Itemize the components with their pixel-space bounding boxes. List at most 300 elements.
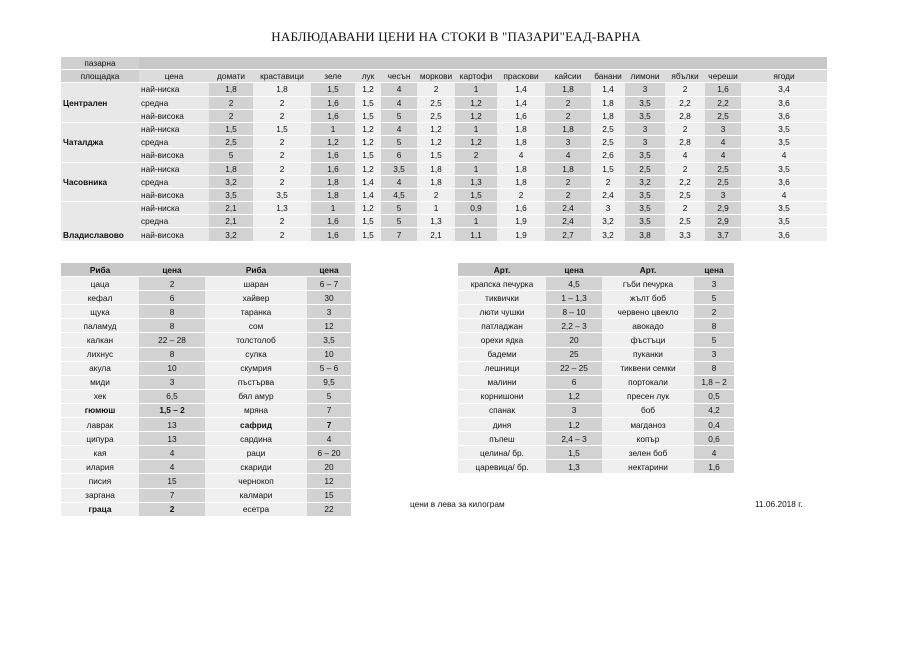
price-cell: 2	[545, 109, 591, 122]
list-item	[458, 319, 734, 333]
price-cell: 2	[253, 149, 311, 162]
item-name: лихнус	[61, 347, 139, 361]
item-price-2: 0,5	[694, 389, 734, 403]
produce-header-price: цена	[546, 263, 602, 277]
price-cell: 1,5	[355, 109, 381, 122]
item-price-2: 6 – 7	[307, 277, 351, 291]
price-cell: 7	[381, 228, 417, 241]
product-header: лимони	[625, 70, 665, 83]
item-price: 22 – 28	[139, 333, 205, 347]
item-price: 13	[139, 418, 205, 432]
price-cell: 3,5	[625, 188, 665, 201]
item-price: 4	[139, 460, 205, 474]
item-price: 6	[546, 375, 602, 389]
item-name-2: червено цвекло	[602, 305, 694, 319]
price-cell: 2,5	[417, 96, 455, 109]
table-row	[61, 188, 827, 201]
price-cell: 2	[253, 136, 311, 149]
item-price: 25	[546, 347, 602, 361]
price-cell: 3,2	[209, 175, 253, 188]
price-cell: 2	[209, 96, 253, 109]
item-price: 7	[139, 488, 205, 502]
price-cell: 2,7	[545, 228, 591, 241]
item-price-2: 3	[694, 347, 734, 361]
item-name-2: сардина	[205, 432, 307, 446]
market-name: Часовника	[61, 162, 139, 202]
header-blank	[417, 57, 455, 70]
price-level: най-ниска	[139, 162, 209, 175]
price-cell: 2	[591, 175, 625, 188]
price-cell: 3,4	[741, 83, 827, 96]
price-cell: 2,4	[545, 202, 591, 215]
item-name-2: сом	[205, 319, 307, 333]
price-cell: 3	[625, 122, 665, 135]
item-name: лешници	[458, 361, 546, 375]
price-cell: 4	[497, 149, 545, 162]
item-price-2: 5 – 6	[307, 361, 351, 375]
price-cell: 2	[253, 96, 311, 109]
price-cell: 3	[545, 136, 591, 149]
market-prices-table	[61, 56, 827, 241]
list-item	[61, 319, 351, 333]
list-item	[61, 347, 351, 361]
price-cell: 2,9	[705, 215, 741, 228]
item-name: лаврак	[61, 418, 139, 432]
produce-prices-table	[458, 262, 734, 473]
price-cell: 3,6	[741, 175, 827, 188]
price-level: средна	[139, 96, 209, 109]
item-name: орехи ядка	[458, 333, 546, 347]
item-name-2: скариди	[205, 460, 307, 474]
item-name-2: копър	[602, 432, 694, 446]
price-cell: 1,4	[355, 175, 381, 188]
price-cell: 4	[381, 122, 417, 135]
price-cell: 1,8	[545, 122, 591, 135]
list-item	[458, 432, 734, 446]
price-cell: 3,6	[741, 96, 827, 109]
product-header: чесън	[381, 70, 417, 83]
item-price: 3	[139, 375, 205, 389]
price-level: средна	[139, 215, 209, 228]
price-cell: 1,2	[311, 136, 355, 149]
list-item	[458, 361, 734, 375]
price-cell: 1	[455, 122, 497, 135]
price-cell: 1,8	[417, 162, 455, 175]
price-cell: 1,5	[591, 162, 625, 175]
item-price: 1,2	[546, 418, 602, 432]
item-price-2: 7	[307, 418, 351, 432]
price-cell: 2,5	[665, 215, 705, 228]
list-item	[61, 502, 351, 516]
list-item	[61, 305, 351, 319]
price-level: най-ниска	[139, 202, 209, 215]
product-header: зеле	[311, 70, 355, 83]
header-blank	[497, 57, 545, 70]
price-cell: 3,5	[741, 162, 827, 175]
price-cell: 4	[381, 83, 417, 96]
price-cell: 2,5	[591, 136, 625, 149]
product-header: ябълки	[665, 70, 705, 83]
item-name-2: скумрия	[205, 361, 307, 375]
price-cell: 2,2	[705, 96, 741, 109]
price-cell: 1,2	[455, 136, 497, 149]
list-item	[458, 375, 734, 389]
header-blank	[545, 57, 591, 70]
price-cell: 1,6	[311, 96, 355, 109]
item-price-2: 30	[307, 291, 351, 305]
list-item	[61, 488, 351, 502]
table-row	[61, 162, 827, 175]
item-price: 6,5	[139, 389, 205, 403]
header-blank	[455, 57, 497, 70]
item-name-2: пресен лук	[602, 389, 694, 403]
price-cell: 3,5	[741, 202, 827, 215]
item-name-2: магданоз	[602, 418, 694, 432]
price-cell: 2	[665, 83, 705, 96]
item-price: 4	[139, 446, 205, 460]
price-cell: 1,4	[591, 83, 625, 96]
list-item	[61, 333, 351, 347]
header-blank	[355, 57, 381, 70]
price-cell: 3,5	[741, 136, 827, 149]
price-cell: 3,7	[705, 228, 741, 241]
price-cell: 2,8	[665, 109, 705, 122]
item-price-2: 7	[307, 403, 351, 417]
item-price: 8 – 10	[546, 305, 602, 319]
table-row	[61, 228, 827, 241]
price-cell: 5	[381, 136, 417, 149]
header-blank	[311, 57, 355, 70]
item-price: 22 – 25	[546, 361, 602, 375]
item-name-2: зелен боб	[602, 446, 694, 460]
market-name: Владиславово	[61, 202, 139, 241]
price-header: цена	[139, 70, 209, 83]
item-price-2: 3	[307, 305, 351, 319]
item-price: 1 – 1,3	[546, 291, 602, 305]
price-cell: 1,3	[455, 175, 497, 188]
price-cell: 6	[381, 149, 417, 162]
price-cell: 2,5	[209, 136, 253, 149]
price-cell: 1,2	[355, 162, 381, 175]
price-cell: 1,5	[455, 188, 497, 201]
price-cell: 3	[705, 188, 741, 201]
table-row	[61, 149, 827, 162]
item-price-2: 20	[307, 460, 351, 474]
product-header: лук	[355, 70, 381, 83]
price-cell: 1,8	[497, 162, 545, 175]
price-cell: 1,9	[497, 228, 545, 241]
item-price: 1,2	[546, 389, 602, 403]
price-cell: 2	[545, 175, 591, 188]
header-blank	[381, 57, 417, 70]
price-cell: 1,3	[253, 202, 311, 215]
item-name-2: сафрид	[205, 418, 307, 432]
list-item	[61, 474, 351, 488]
price-cell: 1,2	[417, 122, 455, 135]
header-blank	[705, 57, 741, 70]
price-cell: 2	[253, 228, 311, 241]
price-cell: 1,6	[497, 109, 545, 122]
price-cell: 2,2	[665, 96, 705, 109]
price-cell: 4	[381, 96, 417, 109]
price-cell: 1,5	[311, 83, 355, 96]
page-title: НАБЛЮДАВАНИ ЦЕНИ НА СТОКИ В "ПАЗАРИ"ЕАД-ВАРНА	[271, 29, 641, 44]
price-cell: 2,5	[625, 162, 665, 175]
item-price: 1,5	[546, 446, 602, 460]
item-price-2: 6 – 20	[307, 446, 351, 460]
price-cell: 1	[455, 83, 497, 96]
item-name-2: авокадо	[602, 319, 694, 333]
list-item	[458, 446, 734, 460]
product-header: краставици	[253, 70, 311, 83]
price-cell: 1,6	[311, 162, 355, 175]
price-cell: 1,6	[311, 109, 355, 122]
list-item	[458, 403, 734, 417]
price-cell: 1,8	[545, 83, 591, 96]
price-cell: 1,8	[417, 175, 455, 188]
item-name-2: толстолоб	[205, 333, 307, 347]
product-header: череши	[705, 70, 741, 83]
price-cell: 3	[625, 83, 665, 96]
item-name: патладжан	[458, 319, 546, 333]
list-item	[61, 418, 351, 432]
price-cell: 1,5	[417, 149, 455, 162]
price-cell: 3,5	[625, 96, 665, 109]
fish-header-price-2: цена	[307, 263, 351, 277]
price-cell: 1,8	[591, 109, 625, 122]
header-blank	[591, 57, 625, 70]
price-cell: 5	[381, 202, 417, 215]
product-header: домати	[209, 70, 253, 83]
fish-header-name: Риба	[61, 263, 139, 277]
item-name: спанак	[458, 403, 546, 417]
price-cell: 3	[625, 136, 665, 149]
list-item	[61, 375, 351, 389]
price-cell: 2	[253, 162, 311, 175]
unit-note: цени в лева за килограм	[410, 499, 505, 509]
price-cell: 2,5	[705, 109, 741, 122]
item-name-2: пуканки	[602, 347, 694, 361]
price-level: най-ниска	[139, 83, 209, 96]
price-cell: 2,8	[665, 136, 705, 149]
price-cell: 4	[741, 149, 827, 162]
price-cell: 1,8	[209, 83, 253, 96]
header-blank	[665, 57, 705, 70]
item-price: 1,5 – 2	[139, 403, 205, 417]
price-level: средна	[139, 136, 209, 149]
price-cell: 3,2	[625, 175, 665, 188]
list-item	[61, 361, 351, 375]
item-name-2: жълт боб	[602, 291, 694, 305]
price-cell: 1	[417, 202, 455, 215]
table-row	[61, 202, 827, 215]
price-cell: 3,5	[741, 215, 827, 228]
item-name: калкан	[61, 333, 139, 347]
price-cell: 1,8	[591, 96, 625, 109]
price-cell: 1,8	[497, 175, 545, 188]
item-price: 13	[139, 432, 205, 446]
price-level: най-висока	[139, 149, 209, 162]
price-cell: 1	[455, 162, 497, 175]
price-cell: 2,4	[591, 188, 625, 201]
list-item	[458, 305, 734, 319]
item-name: целина/ бр.	[458, 446, 546, 460]
item-price-2: 4	[307, 432, 351, 446]
item-price: 2,2 – 3	[546, 319, 602, 333]
item-price: 8	[139, 305, 205, 319]
price-cell: 1,2	[355, 202, 381, 215]
price-cell: 1,6	[311, 149, 355, 162]
item-price: 8	[139, 319, 205, 333]
price-cell: 1,5	[355, 215, 381, 228]
list-item	[458, 389, 734, 403]
price-cell: 3,2	[209, 228, 253, 241]
price-cell: 2,1	[209, 215, 253, 228]
item-name-2: раци	[205, 446, 307, 460]
price-cell: 2,1	[417, 228, 455, 241]
price-cell: 4	[545, 149, 591, 162]
price-cell: 4	[705, 149, 741, 162]
item-name-2: шаран	[205, 277, 307, 291]
item-price: 4,5	[546, 277, 602, 291]
produce-header-price-2: цена	[694, 263, 734, 277]
item-price-2: 0,6	[694, 432, 734, 446]
item-name-2: таранка	[205, 305, 307, 319]
header-row-2	[61, 70, 827, 83]
price-cell: 5	[381, 215, 417, 228]
price-level: най-висока	[139, 109, 209, 122]
price-cell: 1,8	[209, 162, 253, 175]
price-cell: 4	[381, 175, 417, 188]
price-cell: 3,5	[209, 188, 253, 201]
price-cell: 4	[741, 188, 827, 201]
item-price-2: 8	[694, 319, 734, 333]
produce-header-name-2: Арт.	[602, 263, 694, 277]
price-cell: 1,3	[417, 215, 455, 228]
price-cell: 2	[253, 175, 311, 188]
price-level: най-висока	[139, 228, 209, 241]
list-item	[458, 460, 734, 474]
item-price-2: 5	[694, 291, 734, 305]
header-blank	[741, 57, 827, 70]
price-cell: 2	[665, 202, 705, 215]
price-cell: 2	[417, 188, 455, 201]
item-price: 20	[546, 333, 602, 347]
price-cell: 3,5	[253, 188, 311, 201]
list-item	[61, 446, 351, 460]
item-name-2: мряна	[205, 403, 307, 417]
header-blank	[209, 57, 253, 70]
report-date: 11.06.2018 г.	[755, 499, 803, 509]
item-name: писия	[61, 474, 139, 488]
price-cell: 1,6	[311, 215, 355, 228]
price-cell: 3,8	[625, 228, 665, 241]
product-header: праскови	[497, 70, 545, 83]
price-cell: 1,2	[417, 136, 455, 149]
list-item	[458, 418, 734, 432]
price-cell: 3,2	[591, 228, 625, 241]
price-level: средна	[139, 175, 209, 188]
item-name-2: боб	[602, 403, 694, 417]
price-cell: 2	[417, 83, 455, 96]
price-cell: 3,3	[665, 228, 705, 241]
item-name-2: портокали	[602, 375, 694, 389]
table-row	[61, 122, 827, 135]
list-item	[61, 277, 351, 291]
price-cell: 1,2	[355, 122, 381, 135]
item-name: гюмюш	[61, 403, 139, 417]
price-cell: 3,5	[625, 109, 665, 122]
price-cell: 1,4	[497, 83, 545, 96]
item-price: 6	[139, 291, 205, 305]
market-name: Централен	[61, 83, 139, 123]
price-cell: 1,8	[545, 162, 591, 175]
list-item	[458, 291, 734, 305]
price-cell: 3,5	[625, 149, 665, 162]
price-cell: 1,4	[355, 188, 381, 201]
price-level: най-ниска	[139, 122, 209, 135]
list-item	[61, 460, 351, 474]
price-cell: 5	[209, 149, 253, 162]
price-cell: 1,6	[311, 228, 355, 241]
price-cell: 4,5	[381, 188, 417, 201]
price-cell: 1,6	[497, 202, 545, 215]
item-price-2: 5	[307, 389, 351, 403]
price-cell: 1	[455, 215, 497, 228]
list-item	[61, 389, 351, 403]
item-name-2: хайвер	[205, 291, 307, 305]
price-cell: 4	[705, 136, 741, 149]
price-cell: 2	[455, 149, 497, 162]
price-cell: 4	[665, 149, 705, 162]
price-cell: 3	[591, 202, 625, 215]
produce-header-row	[458, 263, 734, 277]
price-cell: 2,5	[417, 109, 455, 122]
price-cell: 2,5	[591, 122, 625, 135]
header-blank	[139, 57, 209, 70]
price-cell: 1,2	[355, 83, 381, 96]
fish-header-price: цена	[139, 263, 205, 277]
item-price-2: 5	[694, 333, 734, 347]
item-name: кая	[61, 446, 139, 460]
fish-header-name-2: Риба	[205, 263, 307, 277]
price-cell: 1,8	[497, 136, 545, 149]
item-price-2: 9,5	[307, 375, 351, 389]
table-row	[61, 83, 827, 96]
header-blank	[625, 57, 665, 70]
header-blank	[253, 57, 311, 70]
product-header: кайсии	[545, 70, 591, 83]
list-item	[458, 277, 734, 291]
item-price-2: 22	[307, 502, 351, 516]
price-cell: 2	[545, 188, 591, 201]
item-price: 2,4 – 3	[546, 432, 602, 446]
price-cell: 2,9	[705, 202, 741, 215]
item-price-2: 3	[694, 277, 734, 291]
item-name: малини	[458, 375, 546, 389]
price-cell: 1,2	[355, 136, 381, 149]
price-cell: 1,2	[455, 96, 497, 109]
item-price-2: 2	[694, 305, 734, 319]
item-price: 15	[139, 474, 205, 488]
price-cell: 1,8	[311, 175, 355, 188]
list-item	[61, 432, 351, 446]
product-header: банани	[591, 70, 625, 83]
table-row	[61, 215, 827, 228]
price-cell: 1,5	[253, 122, 311, 135]
price-cell: 3,2	[591, 215, 625, 228]
item-price-2: 1,8 – 2	[694, 375, 734, 389]
